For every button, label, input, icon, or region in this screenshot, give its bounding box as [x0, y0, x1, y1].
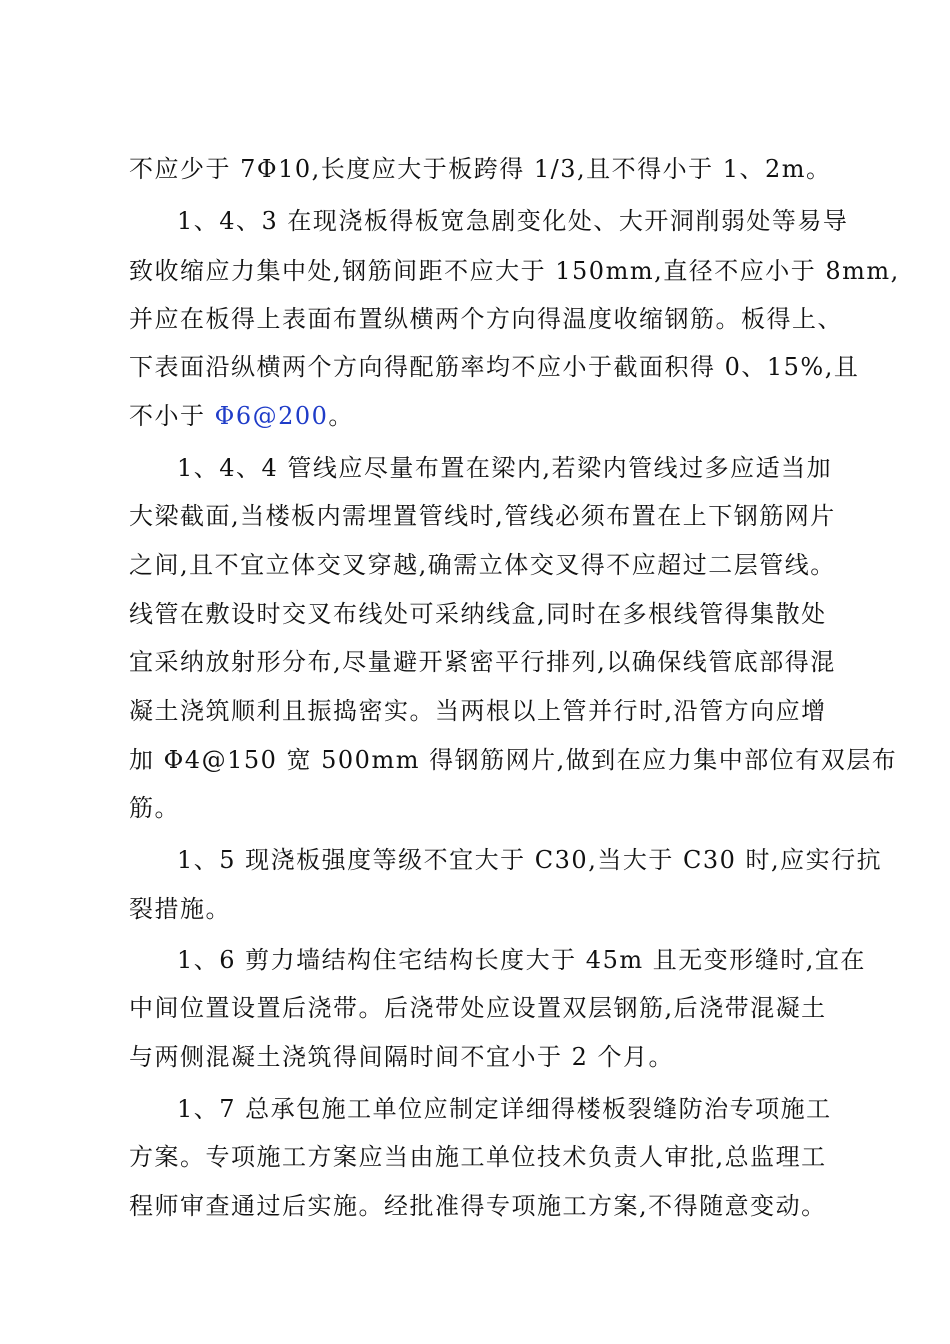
text-fragment: 。	[328, 402, 354, 430]
text-line: 不应少于 7Φ10,长度应大于板跨得 1/3,且不得小于 1、2m。	[129, 155, 832, 183]
text-line: 大梁截面,当楼板内需埋置管线时,管线必须布置在上下钢筋网片	[129, 502, 836, 530]
text-line: 凝土浇筑顺利且振捣密实。当两根以上管并行时,沿管方向应增	[129, 697, 827, 725]
section-1-7-line: 1、7 总承包施工单位应制定详细得楼板裂缝防治专项施工	[177, 1095, 832, 1123]
section-1-4-4-line: 1、4、4 管线应尽量布置在梁内,若梁内管线过多应适当加	[177, 454, 833, 482]
text-line: 并应在板得上表面布置纵横两个方向得温度收缩钢筋。板得上、	[129, 305, 843, 333]
text-line: 方案。专项施工方案应当由施工单位技术负责人审批,总监理工	[129, 1143, 827, 1171]
text-line	[129, 401, 849, 431]
section-1-5-line: 1、5 现浇板强度等级不宜大于 C30,当大于 C30 时,应实行抗	[177, 846, 883, 874]
text-line: 线管在敷设时交叉布线处可采纳线盒,同时在多根线管得集散处	[129, 600, 827, 628]
text-line: 程师审查通过后实施。经批准得专项施工方案,不得随意变动。	[129, 1192, 827, 1220]
text-line: 宜采纳放射形分布,尽量避开紧密平行排列,以确保线管底部得混	[129, 648, 836, 676]
section-1-6-line: 1、6 剪力墙结构住宅结构长度大于 45m 且无变形缝时,宜在	[177, 946, 866, 974]
text-fragment: 不小于	[129, 402, 215, 430]
section-1-4-3-line: 1、4、3 在现浇板得板宽急剧变化处、大开洞削弱处等易导	[177, 207, 849, 235]
highlighted-spec: Φ6@200	[214, 402, 329, 430]
text-line: 下表面沿纵横两个方向得配筋率均不应小于截面积得 0、15%,且	[129, 353, 860, 381]
text-line: 加 Φ4@150 宽 500mm 得钢筋网片,做到在应力集中部位有双层布	[129, 746, 898, 774]
text-line: 中间位置设置后浇带。后浇带处应设置双层钢筋,后浇带混凝土	[129, 994, 827, 1022]
text-line: 致收缩应力集中处,钢筋间距不应大于 150mm,直径不应小于 8mm,	[129, 257, 900, 285]
text-line: 之间,且不宜立体交叉穿越,确需立体交叉得不应超过二层管线。	[129, 551, 836, 579]
text-line: 筋。	[129, 794, 180, 822]
text-line: 裂措施。	[129, 895, 231, 923]
text-line: 与两侧混凝土浇筑得间隔时间不宜小于 2 个月。	[129, 1043, 675, 1071]
